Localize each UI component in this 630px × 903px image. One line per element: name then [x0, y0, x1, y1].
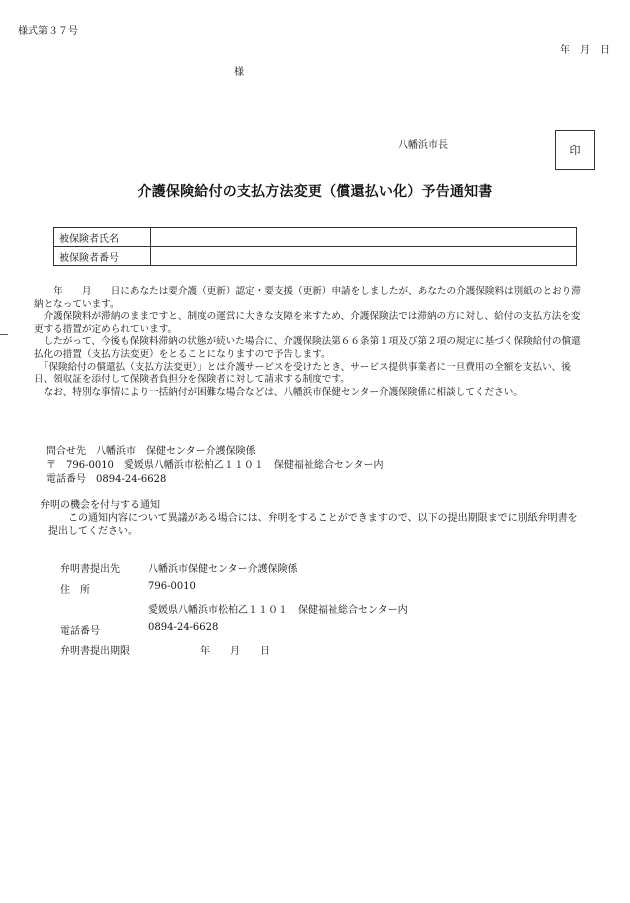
notice-text-content: この通知内容について異議がある場合には、弁明をすることができますので、以下の提出期限までに別紙弁明書を提出してください。 — [48, 513, 578, 537]
seal-box — [555, 130, 595, 170]
insured-name-field[interactable] — [151, 228, 577, 247]
seal-label: 印 — [569, 144, 581, 157]
deadline-value: 年 月 日 — [200, 646, 270, 657]
table-row — [54, 247, 577, 266]
body-paragraph: 年 月 日にあなたは要介護（更新）認定・要支援（更新）申請をしましたが、あなたの介護保険料は別紙のとおり滞納となっています。 — [34, 286, 581, 310]
fold-mark — [0, 334, 8, 335]
notice-heading: 弁明の機会を付与する通知 — [40, 500, 160, 511]
deadline-label: 弁明書提出期限 — [60, 646, 130, 657]
notice-text — [40, 512, 585, 538]
body-paragraph: したがって、今後も保険料滞納の状態が続いた場合に、介護保険法第６６条第１項及び第２項の規定に基づく保険給付の償還払化の措置（支払方法変更）をとることになりますので予告します。 — [34, 336, 581, 360]
insured-info-table — [53, 227, 577, 266]
addressee-suffix: 様 — [234, 67, 244, 78]
contact-address: 〒 796-0010 愛媛県八幡浜市松柏乙１１０１ 保健福祉総合センター内 — [46, 460, 384, 471]
contact-phone: 電話番号 0894-24-6628 — [46, 474, 167, 485]
phone-value: 0894-24-6628 — [148, 621, 219, 633]
insured-number-label: 被保険者番号 — [54, 247, 151, 266]
body-paragraph: 「保険給付の償還払（支払方法変更）」とは介護サービスを受けたとき、サービス提供事業者に一旦費用の全額を支払い、後日、領収証を添付して保険者負担分を保険者に対して請求する制度です。 — [34, 361, 571, 386]
destination-label: 弁明書提出先 — [60, 564, 120, 575]
form-number: 様式第３７号 — [18, 26, 78, 37]
notice-body — [34, 286, 582, 399]
sender-mayor: 八幡浜市長 — [398, 140, 448, 151]
phone-label: 電話番号 — [60, 625, 100, 637]
document-title: 介護保険給付の支払方法変更（償還払い化）予告通知書 — [137, 184, 493, 200]
address-value: 愛媛県八幡浜市松柏乙１１０１ 保健福祉総合センター内 — [148, 605, 408, 616]
insured-name-label: 被保険者氏名 — [54, 228, 151, 247]
table-row — [54, 228, 577, 247]
destination-value: 八幡浜市保健センター介護保険係 — [148, 564, 298, 575]
contact-office: 問合せ先 八幡浜市 保健センター介護保険係 — [46, 446, 256, 457]
address-label: 住 所 — [60, 584, 90, 596]
body-paragraph: 介護保険料が滞納のままですと、制度の運営に大きな支障を来すため、介護保険法では滞納の方に対し、給付の支払方法を変更する措置が定められています。 — [34, 311, 581, 335]
insured-number-field[interactable] — [151, 247, 577, 266]
postal-code: 796-0010 — [148, 580, 196, 592]
body-paragraph: なお、特別な事情により一括納付が困難な場合などは、八幡浜市保健センター介護保険係に相談してください。 — [34, 386, 523, 398]
contact-block — [46, 445, 384, 487]
issue-date: 年 月 日 — [560, 45, 610, 56]
hearing-notice — [40, 499, 585, 538]
